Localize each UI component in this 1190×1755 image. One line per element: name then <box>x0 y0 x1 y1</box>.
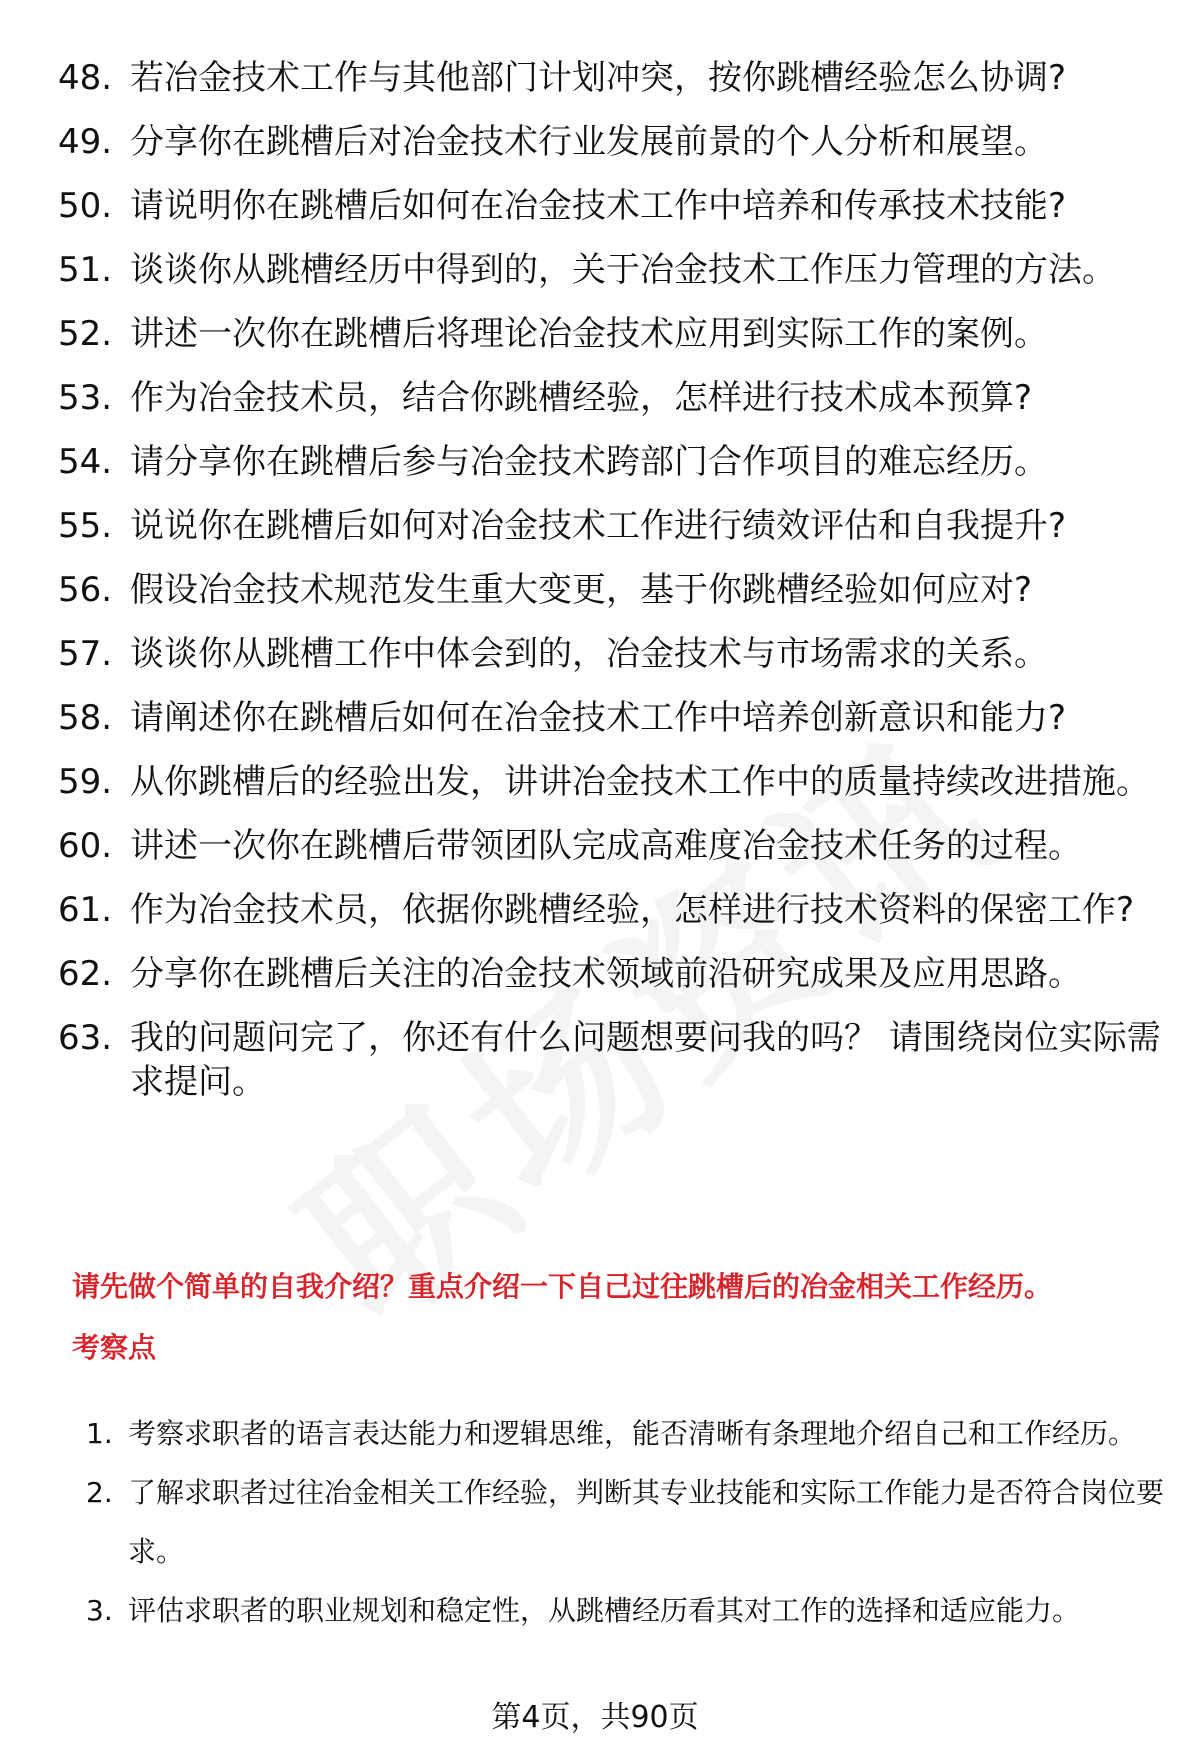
question-item <box>58 760 1168 804</box>
question-text: 说说你在跳槽后如何对冶金技术工作进行绩效评估和自我提升? <box>130 506 1067 546</box>
question-item <box>58 120 1168 164</box>
question-text: 分享你在跳槽后关注的冶金技术领域前沿研究成果及应用思路。 <box>130 954 1082 994</box>
section-subheading: 考察点 <box>72 1331 157 1364</box>
question-item <box>58 696 1168 740</box>
assessment-point <box>86 1463 1164 1581</box>
page-footer: 第4页，共90页 <box>491 1700 699 1735</box>
assessment-point <box>86 1581 1164 1640</box>
question-number: 49. <box>58 122 113 162</box>
point-number: 3. <box>86 1594 113 1627</box>
point-text: 考察求职者的语言表达能力和逻辑思维，能否清晰有条理地介绍自己和工作经历。 <box>128 1417 1137 1450</box>
question-number: 56. <box>58 570 113 610</box>
question-text: 作为冶金技术员，结合你跳槽经验，怎样进行技术成本预算? <box>130 378 1033 418</box>
question-item <box>58 440 1168 484</box>
question-item <box>58 568 1168 612</box>
question-item <box>58 888 1168 932</box>
question-text: 请说明你在跳槽后如何在冶金技术工作中培养和传承技术技能? <box>130 186 1067 226</box>
question-item <box>58 504 1168 548</box>
question-number: 58. <box>58 698 113 738</box>
question-number: 50. <box>58 186 113 226</box>
point-text: 评估求职者的职业规划和稳定性，从跳槽经历看其对工作的选择和适应能力。 <box>128 1594 1081 1627</box>
question-number: 63. <box>58 1018 113 1058</box>
question-item <box>58 184 1168 228</box>
question-number: 61. <box>58 890 113 930</box>
question-text: 从你跳槽后的经验出发，讲讲冶金技术工作中的质量持续改进措施。 <box>130 762 1150 802</box>
question-number: 62. <box>58 954 113 994</box>
question-item <box>58 824 1168 868</box>
question-text: 谈谈你从跳槽工作中体会到的，冶金技术与市场需求的关系。 <box>130 634 1048 674</box>
question-text: 请分享你在跳槽后参与冶金技术跨部门合作项目的难忘经历。 <box>130 442 1048 482</box>
question-item <box>58 1016 1168 1104</box>
question-number: 53. <box>58 378 113 418</box>
point-number: 1. <box>86 1417 113 1450</box>
question-text: 讲述一次你在跳槽后带领团队完成高难度冶金技术任务的过程。 <box>130 826 1082 866</box>
question-number: 48. <box>58 58 113 98</box>
question-text: 若冶金技术工作与其他部门计划冲突，按你跳槽经验怎么协调? <box>130 58 1067 98</box>
question-item <box>58 632 1168 676</box>
question-text: 作为冶金技术员，依据你跳槽经验，怎样进行技术资料的保密工作? <box>130 890 1135 930</box>
question-text: 讲述一次你在跳槽后将理论冶金技术应用到实际工作的案例。 <box>130 314 1048 354</box>
question-list <box>58 56 1168 1124</box>
question-text: 谈谈你从跳槽经历中得到的，关于冶金技术工作压力管理的方法。 <box>130 250 1116 290</box>
point-text: 了解求职者过往冶金相关工作经验，判断其专业技能和实际工作能力是否符合岗位要求。 <box>128 1476 1165 1568</box>
section-heading: 请先做个简单的自我介绍？重点介绍一下自己过往跳槽后的冶金相关工作经历。 <box>72 1270 1053 1303</box>
question-text: 我的问题问完了，你还有什么问题想要问我的吗？ 请围绕岗位实际需求提问。 <box>130 1018 1161 1102</box>
question-number: 57. <box>58 634 113 674</box>
point-number: 2. <box>86 1476 113 1509</box>
question-number: 51. <box>58 250 113 290</box>
question-item <box>58 312 1168 356</box>
question-text: 请阐述你在跳槽后如何在冶金技术工作中培养创新意识和能力? <box>130 698 1067 738</box>
question-item <box>58 56 1168 100</box>
question-number: 52. <box>58 314 113 354</box>
question-number: 55. <box>58 506 113 546</box>
question-number: 54. <box>58 442 113 482</box>
question-number: 59. <box>58 762 113 802</box>
question-item <box>58 248 1168 292</box>
assessment-point <box>86 1404 1164 1463</box>
question-item <box>58 376 1168 420</box>
question-number: 60. <box>58 826 113 866</box>
question-text: 假设冶金技术规范发生重大变更，基于你跳槽经验如何应对? <box>130 570 1033 610</box>
question-item <box>58 952 1168 996</box>
assessment-points-list <box>86 1404 1164 1640</box>
question-text: 分享你在跳槽后对冶金技术行业发展前景的个人分析和展望。 <box>130 122 1048 162</box>
